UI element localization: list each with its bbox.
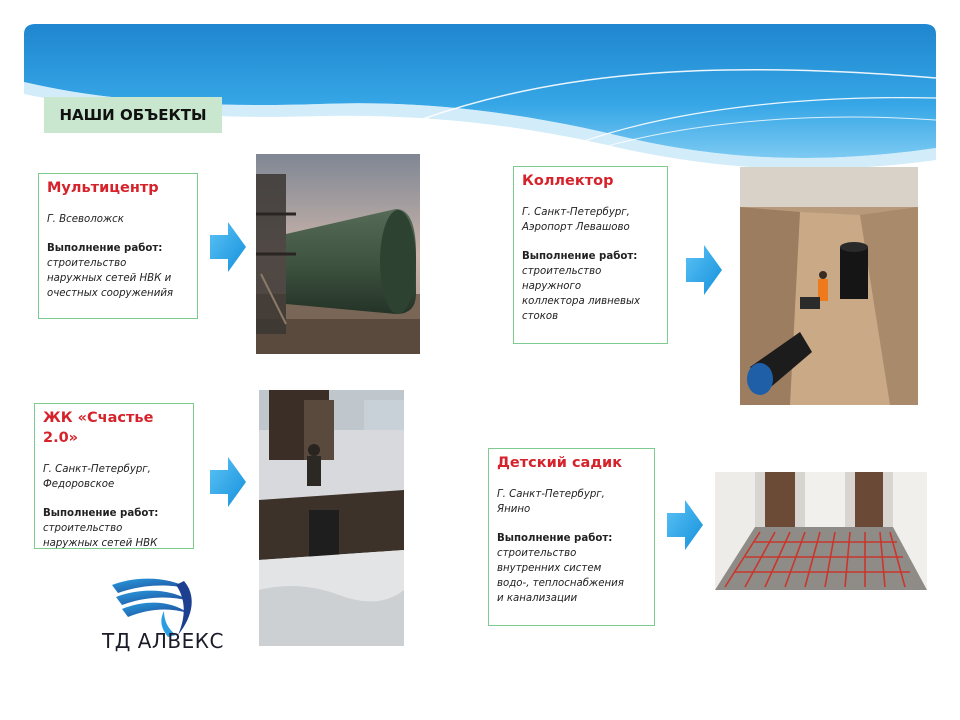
page-title: НАШИ ОБЪЕКТЫ <box>44 97 222 133</box>
object-card-collector <box>513 166 668 344</box>
object-location: Г. Санкт-Петербург, Федоровское <box>43 464 151 490</box>
work-text: строительство наружных сетей НВК <box>43 523 158 549</box>
object-card-residential <box>34 403 194 549</box>
object-card-kindergarten <box>488 448 655 626</box>
work-text: строительство наружных сетей НВК и очестных сооруженийя <box>47 258 174 299</box>
work-label: Выполнение работ: <box>47 243 163 254</box>
work-label: Выполнение работ: <box>497 533 613 544</box>
object-name: Мультицентр <box>47 180 159 196</box>
arrow-right-icon <box>210 222 246 272</box>
object-card-multicenter <box>38 173 198 319</box>
work-text: строительство внутренних систем водо-, теплоснабжения и канализации <box>497 548 624 604</box>
work-text: строительство наружного коллектора ливневых стоков <box>522 266 641 322</box>
object-name: Детский садик <box>497 455 623 471</box>
arrow-right-icon <box>686 245 722 295</box>
object-location: Г. Санкт-Петербург, Аэропорт Левашово <box>522 207 630 233</box>
object-location: Г. Всеволожск <box>47 214 124 225</box>
object-location: Г. Санкт-Петербург, Янино <box>497 489 605 515</box>
object-name: ЖК «Счастье 2.0» <box>43 410 154 446</box>
tank-photo <box>256 154 420 354</box>
arrow-right-icon <box>210 457 246 507</box>
drilling-photo <box>259 390 404 646</box>
trench-photo <box>740 167 918 405</box>
work-label: Выполнение работ: <box>522 251 638 262</box>
floor-heating-photo <box>715 472 927 590</box>
work-label: Выполнение работ: <box>43 508 159 519</box>
company-logo-text: ТД АЛВЕКС <box>102 629 224 653</box>
object-name: Коллектор <box>522 173 614 189</box>
arrow-right-icon <box>667 500 703 550</box>
header-banner <box>0 0 960 170</box>
